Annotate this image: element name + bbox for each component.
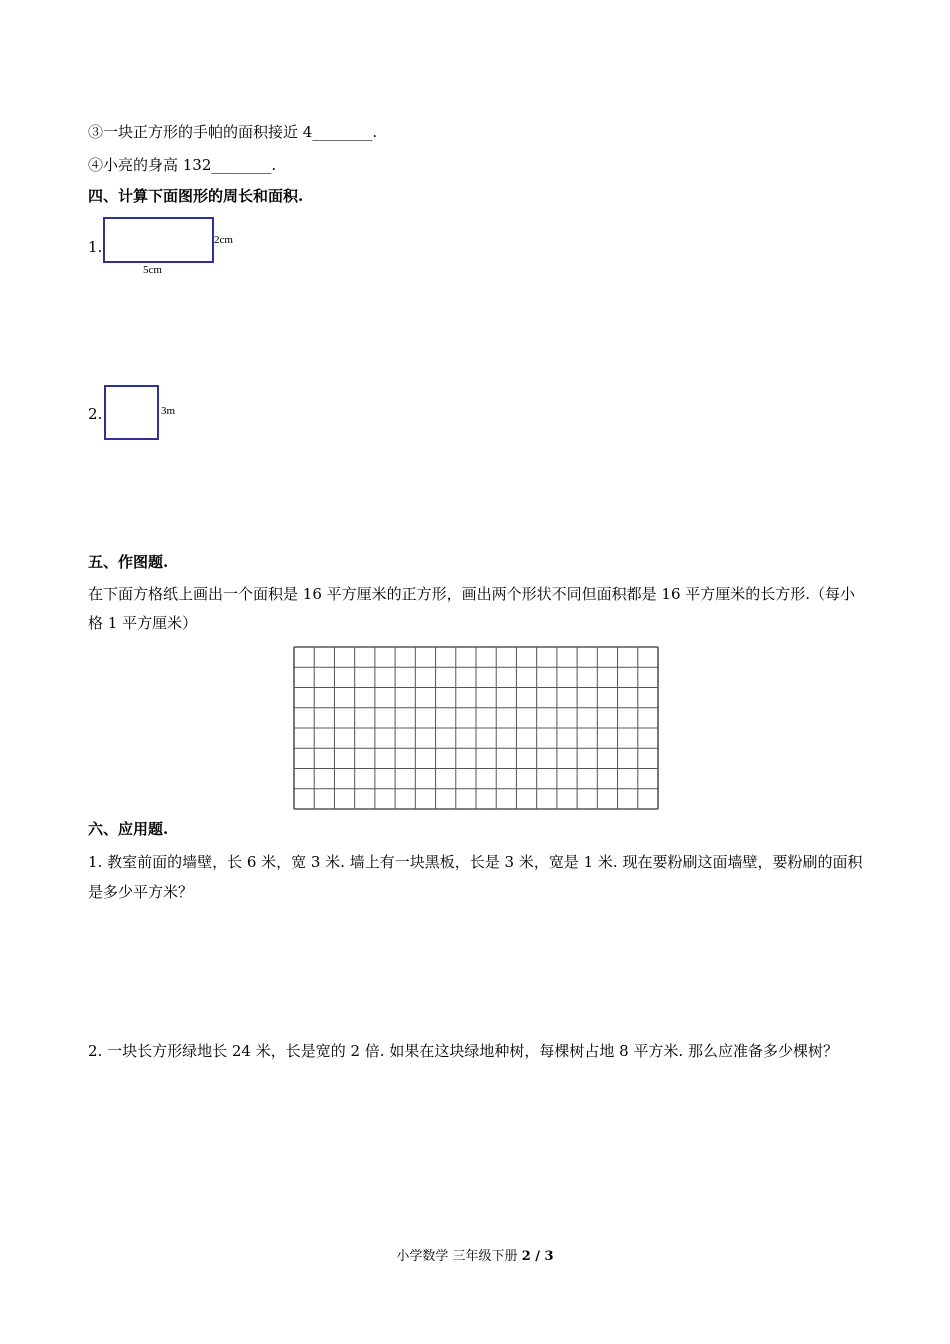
question-4-line: ④小亮的身高 132________. [88, 156, 277, 174]
figure-2-side-label: 3m [161, 405, 176, 417]
section-6-title: 六、应用题. [88, 820, 169, 838]
application-question-1: 1. 教室前面的墙壁，长 6 米，宽 3 米. 墙上有一块黑板，长是 3 米，宽是 1 米. 现在要粉刷这面墙壁，要粉刷的面积是多少平方米？ [88, 853, 863, 901]
figure-2-number: 2. [88, 405, 103, 423]
figure-1-length-label: 5cm [143, 264, 162, 276]
page-number: 2 / 3 [521, 1249, 554, 1264]
page-footer [0, 1245, 950, 1264]
section-5-instructions: 在下面方格纸上画出一个面积是 16 平方厘米的正方形，画出两个形状不同但面积都是 16 平方厘米的长方形.（每小格 1 平方厘米） [88, 585, 856, 632]
question-3-line: ③一块正方形的手帕的面积接近 4________. [88, 123, 378, 141]
figure-1-number: 1. [88, 238, 103, 256]
footer-text: 小学数学 三年级下册 [396, 1249, 518, 1264]
grid-paper[interactable] [292, 645, 660, 811]
section-5-title: 五、作图题. [88, 553, 169, 571]
figure-2-square [104, 385, 159, 440]
section-4-title: 四、计算下面图形的周长和面积. [88, 187, 304, 205]
application-question-2: 2. 一块长方形绿地长 24 米，长是宽的 2 倍. 如果在这块绿地种树，每棵树占地 8 平方米. 那么应准备多少棵树？ [88, 1042, 838, 1060]
figure-1-rectangle [103, 217, 214, 263]
figure-1-width-label: 2cm [214, 234, 233, 246]
